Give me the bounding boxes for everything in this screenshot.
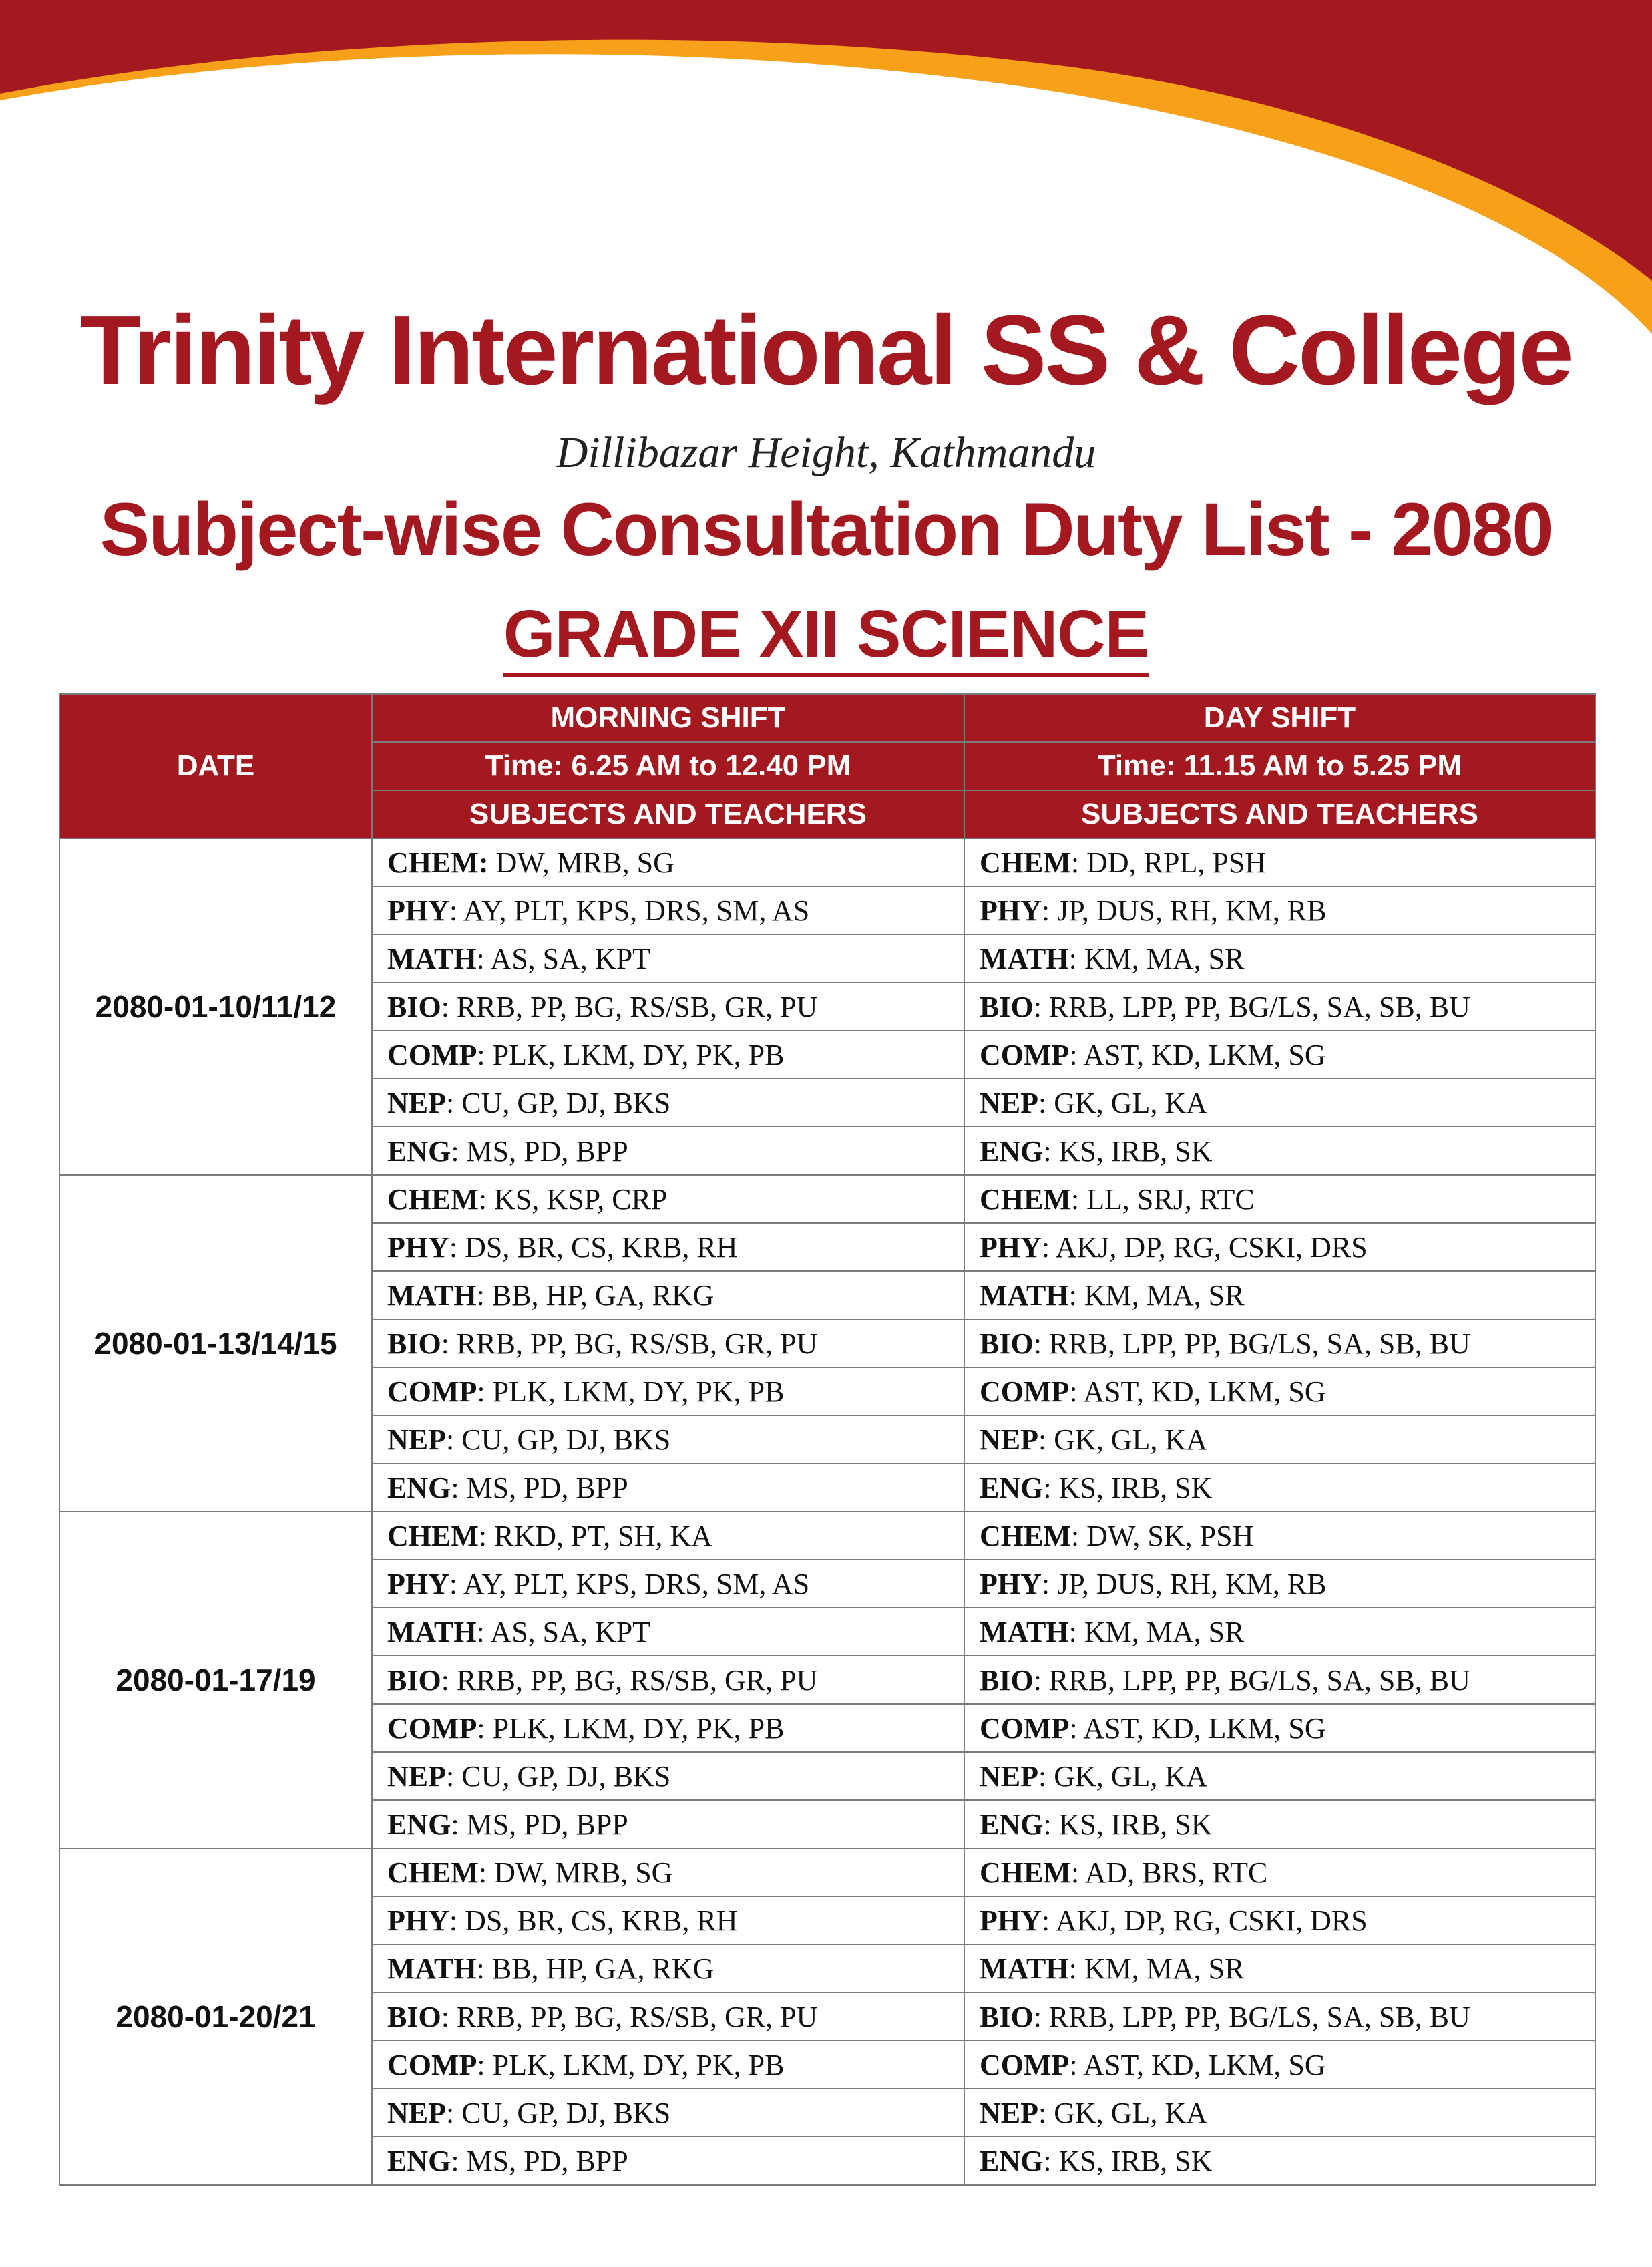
teacher-list: : AY, PLT, KPS, DRS, SM, AS xyxy=(449,1567,810,1600)
morning-subject-cell xyxy=(372,1175,964,1223)
morning-subject-cell xyxy=(372,1848,964,1896)
subject-code: BIO xyxy=(980,1663,1034,1697)
day-subject-cell xyxy=(964,2089,1595,2137)
subject-code: MATH xyxy=(980,1952,1069,1985)
morning-subject-cell xyxy=(372,2137,964,2185)
day-subject-cell xyxy=(964,1896,1595,1944)
morning-subject-cell xyxy=(372,1223,964,1271)
teacher-list: : RRB, PP, BG, RS/SB, GR, PU xyxy=(441,990,818,1023)
teacher-list: : AY, PLT, KPS, DRS, SM, AS xyxy=(449,894,810,927)
subject-code: COMP xyxy=(980,1038,1070,1071)
school-address: Dillibazar Height, Kathmandu xyxy=(556,428,1096,477)
day-subject-cell xyxy=(964,1271,1595,1319)
teacher-list: : GK, GL, KA xyxy=(1038,1759,1207,1793)
subject-code: BIO xyxy=(980,1327,1034,1360)
day-subject-cell xyxy=(964,1223,1595,1271)
day-subject-cell xyxy=(964,1656,1595,1704)
day-subject-cell xyxy=(964,886,1595,934)
day-subject-cell xyxy=(964,983,1595,1031)
morning-subject-cell xyxy=(372,2041,964,2089)
morning-subject-cell xyxy=(372,1271,964,1319)
teacher-list: : KM, MA, SR xyxy=(1068,942,1245,975)
teacher-list: : AS, SA, KPT xyxy=(476,942,651,975)
subject-code: PHY xyxy=(980,1904,1042,1937)
teacher-list: : CU, GP, DJ, BKS xyxy=(446,1423,671,1456)
subject-code: NEP xyxy=(980,1423,1038,1456)
subject-code: NEP xyxy=(387,2096,446,2129)
subject-code: ENG xyxy=(980,1471,1044,1504)
morning-subject-cell xyxy=(372,1367,964,1415)
teacher-list: : MS, PD, BPP xyxy=(451,1807,628,1841)
subject-code: NEP xyxy=(387,1086,446,1119)
morning-subject-cell xyxy=(372,1704,964,1752)
subject-code: BIO xyxy=(980,2000,1034,2033)
date-cell: 2080-01-20/21 xyxy=(59,1848,372,2185)
teacher-list: : AST, KD, LKM, SG xyxy=(1069,1375,1326,1408)
morning-subjects-header: SUBJECTS AND TEACHERS xyxy=(372,790,964,838)
subject-code: ENG xyxy=(387,2144,451,2177)
subject-code: MATH xyxy=(980,942,1069,975)
teacher-list: : KS, IRB, SK xyxy=(1043,1134,1213,1168)
morning-subject-cell xyxy=(372,886,964,934)
subject-code: MATH xyxy=(387,1278,477,1312)
day-subject-cell xyxy=(964,1752,1595,1800)
teacher-list: : KM, MA, SR xyxy=(1068,1278,1245,1312)
day-subject-cell xyxy=(964,1463,1595,1512)
teacher-list: : JP, DUS, RH, KM, RB xyxy=(1041,894,1327,927)
teacher-list: : RRB, PP, BG, RS/SB, GR, PU xyxy=(441,1327,818,1360)
subject-code: NEP xyxy=(387,1423,446,1456)
duty-table xyxy=(59,693,1596,2186)
teacher-list: : DD, RPL, PSH xyxy=(1070,846,1267,879)
teacher-list: : PLK, LKM, DY, PK, PB xyxy=(477,1375,785,1408)
grade-title xyxy=(0,596,1652,673)
teacher-list: : AS, SA, KPT xyxy=(476,1615,651,1648)
subject-code: MATH xyxy=(980,1615,1069,1648)
teacher-list: : PLK, LKM, DY, PK, PB xyxy=(477,2048,785,2081)
morning-subject-cell xyxy=(372,1319,964,1367)
subject-code: BIO xyxy=(387,990,441,1023)
morning-subject-cell xyxy=(372,1944,964,1992)
morning-subject-cell xyxy=(372,1079,964,1127)
day-subjects-header: SUBJECTS AND TEACHERS xyxy=(964,790,1595,838)
teacher-list: : RKD, PT, SH, KA xyxy=(478,1519,712,1552)
table-row xyxy=(59,1848,1595,1896)
subject-code: BIO xyxy=(980,990,1034,1023)
teacher-list: : DS, BR, CS, KRB, RH xyxy=(449,1230,738,1264)
morning-subject-cell xyxy=(372,1463,964,1512)
morning-subject-cell xyxy=(372,1512,964,1560)
date-cell: 2080-01-17/19 xyxy=(59,1512,372,1848)
subject-code: ENG xyxy=(980,1807,1044,1841)
subject-code: ENG xyxy=(387,1807,451,1841)
teacher-list: : MS, PD, BPP xyxy=(451,1134,628,1168)
subject-code: NEP xyxy=(387,1759,446,1793)
teacher-list: : LL, SRJ, RTC xyxy=(1070,1182,1255,1216)
teacher-list: : KM, MA, SR xyxy=(1068,1615,1245,1648)
morning-subject-cell xyxy=(372,1608,964,1656)
morning-subject-cell xyxy=(372,1656,964,1704)
teacher-list: : GK, GL, KA xyxy=(1038,1086,1207,1119)
subject-code: NEP xyxy=(980,2096,1038,2129)
subject-code: PHY xyxy=(387,1230,449,1264)
subject-code: COMP xyxy=(387,1711,477,1745)
morning-subject-cell xyxy=(372,1992,964,2041)
day-subject-cell xyxy=(964,2041,1595,2089)
teacher-list: : GK, GL, KA xyxy=(1038,2096,1207,2129)
teacher-list: : RRB, PP, BG, RS/SB, GR, PU xyxy=(441,1663,818,1697)
date-cell: 2080-01-10/11/12 xyxy=(59,838,372,1175)
subject-code: ENG xyxy=(980,1134,1044,1168)
subject-code: COMP xyxy=(387,1038,477,1071)
morning-subject-cell xyxy=(372,1752,964,1800)
day-subject-cell xyxy=(964,1367,1595,1415)
subject-code: COMP xyxy=(980,2048,1070,2081)
teacher-list: : RRB, LPP, PP, BG/LS, SA, SB, BU xyxy=(1033,1327,1470,1360)
teacher-list: : DW, MRB, SG xyxy=(478,1856,673,1889)
day-subject-cell xyxy=(964,838,1595,886)
teacher-list: : BB, HP, GA, RKG xyxy=(476,1952,714,1985)
table-row xyxy=(59,1512,1595,1560)
morning-subject-cell xyxy=(372,1896,964,1944)
list-title: Subject-wise Consultation Duty List - 2080 xyxy=(99,488,1553,571)
teacher-list: : KS, IRB, SK xyxy=(1043,2144,1213,2177)
subject-code: BIO xyxy=(387,1663,441,1697)
teacher-list: : KM, MA, SR xyxy=(1068,1952,1245,1985)
morning-subject-cell xyxy=(372,1415,964,1463)
teacher-list: : BB, HP, GA, RKG xyxy=(476,1278,714,1312)
teacher-list: : RRB, LPP, PP, BG/LS, SA, SB, BU xyxy=(1033,990,1470,1023)
teacher-list: : AD, BRS, RTC xyxy=(1070,1856,1268,1889)
subject-code: MATH xyxy=(387,1615,477,1648)
teacher-list: : GK, GL, KA xyxy=(1038,1423,1207,1456)
subject-code: COMP xyxy=(387,1375,477,1408)
day-subject-cell xyxy=(964,1800,1595,1848)
day-subject-cell xyxy=(964,1512,1595,1560)
subject-code: CHEM xyxy=(980,1182,1071,1216)
teacher-list: : KS, IRB, SK xyxy=(1043,1807,1213,1841)
day-subject-cell xyxy=(964,2137,1595,2185)
teacher-list: : JP, DUS, RH, KM, RB xyxy=(1041,1567,1327,1600)
subject-code: NEP xyxy=(980,1086,1038,1119)
day-subject-cell xyxy=(964,1944,1595,1992)
teacher-list: : MS, PD, BPP xyxy=(451,2144,628,2177)
teacher-list: : RRB, LPP, PP, BG/LS, SA, SB, BU xyxy=(1033,1663,1470,1697)
subject-code: NEP xyxy=(980,1759,1038,1793)
subject-code: PHY xyxy=(387,1567,449,1600)
duty-table-body xyxy=(59,838,1595,2185)
teacher-list: : CU, GP, DJ, BKS xyxy=(446,1759,671,1793)
day-shift-header: DAY SHIFT xyxy=(964,694,1595,742)
morning-subject-cell xyxy=(372,2089,964,2137)
teacher-list: : PLK, LKM, DY, PK, PB xyxy=(477,1038,785,1071)
date-cell: 2080-01-13/14/15 xyxy=(59,1175,372,1512)
day-subject-cell xyxy=(964,1848,1595,1896)
grade-title-text: GRADE XII SCIENCE xyxy=(503,596,1149,677)
subject-code: MATH xyxy=(387,1952,477,1985)
subject-code: CHEM xyxy=(387,1519,479,1552)
morning-subject-cell xyxy=(372,934,964,983)
subject-code: PHY xyxy=(980,894,1042,927)
day-shift-time: Time: 11.15 AM to 5.25 PM xyxy=(964,742,1595,790)
morning-subject-cell xyxy=(372,1560,964,1608)
day-subject-cell xyxy=(964,1415,1595,1463)
teacher-list: : CU, GP, DJ, BKS xyxy=(446,1086,671,1119)
table-row xyxy=(59,838,1595,886)
subject-code: CHEM xyxy=(980,1856,1071,1889)
subject-code: PHY xyxy=(980,1230,1042,1264)
banner-red-band xyxy=(0,0,1652,281)
day-subject-cell xyxy=(964,1079,1595,1127)
subject-code: ENG xyxy=(387,1471,451,1504)
teacher-list: DW, MRB, SG xyxy=(488,846,674,879)
teacher-list: : PLK, LKM, DY, PK, PB xyxy=(477,1711,785,1745)
day-subject-cell xyxy=(964,1031,1595,1079)
subject-code: CHEM xyxy=(387,1182,479,1216)
subject-code: MATH xyxy=(387,942,477,975)
subject-code: CHEM xyxy=(980,846,1071,879)
subject-code: COMP xyxy=(387,2048,477,2081)
teacher-list: : AKJ, DP, RG, CSKI, DRS xyxy=(1041,1904,1368,1937)
morning-subject-cell xyxy=(372,1800,964,1848)
teacher-list: : KS, IRB, SK xyxy=(1043,1471,1213,1504)
teacher-list: : AST, KD, LKM, SG xyxy=(1069,1711,1326,1745)
teacher-list: : AKJ, DP, RG, CSKI, DRS xyxy=(1041,1230,1368,1264)
teacher-list: : MS, PD, BPP xyxy=(451,1471,628,1504)
subject-code: BIO xyxy=(387,1327,441,1360)
teacher-list: : KS, KSP, CRP xyxy=(478,1182,668,1216)
day-subject-cell xyxy=(964,1127,1595,1175)
day-subject-cell xyxy=(964,1992,1595,2041)
date-column-header: DATE xyxy=(59,694,372,838)
table-row xyxy=(59,1175,1595,1223)
subject-code: CHEM: xyxy=(387,846,489,879)
morning-subject-cell xyxy=(372,1127,964,1175)
teacher-list: : AST, KD, LKM, SG xyxy=(1069,2048,1326,2081)
subject-code: CHEM xyxy=(387,1856,479,1889)
subject-code: COMP xyxy=(980,1375,1070,1408)
subject-code: ENG xyxy=(980,2144,1044,2177)
morning-subject-cell xyxy=(372,983,964,1031)
subject-code: CHEM xyxy=(980,1519,1071,1552)
day-subject-cell xyxy=(964,1704,1595,1752)
morning-shift-header: MORNING SHIFT xyxy=(372,694,964,742)
day-subject-cell xyxy=(964,1560,1595,1608)
teacher-list: : DW, SK, PSH xyxy=(1070,1519,1254,1552)
morning-shift-time: Time: 6.25 AM to 12.40 PM xyxy=(372,742,964,790)
teacher-list: : RRB, PP, BG, RS/SB, GR, PU xyxy=(441,2000,818,2033)
morning-subject-cell xyxy=(372,838,964,886)
day-subject-cell xyxy=(964,934,1595,983)
teacher-list: : DS, BR, CS, KRB, RH xyxy=(449,1904,738,1937)
subject-code: BIO xyxy=(387,2000,441,2033)
teacher-list: : CU, GP, DJ, BKS xyxy=(446,2096,671,2129)
morning-subject-cell xyxy=(372,1031,964,1079)
subject-code: PHY xyxy=(387,894,449,927)
subject-code: PHY xyxy=(980,1567,1042,1600)
subject-code: MATH xyxy=(980,1278,1069,1312)
subject-code: PHY xyxy=(387,1904,449,1937)
school-name: Trinity International SS & College xyxy=(80,295,1572,405)
day-subject-cell xyxy=(964,1319,1595,1367)
teacher-list: : AST, KD, LKM, SG xyxy=(1069,1038,1326,1071)
subject-code: COMP xyxy=(980,1711,1070,1745)
teacher-list: : RRB, LPP, PP, BG/LS, SA, SB, BU xyxy=(1033,2000,1470,2033)
day-subject-cell xyxy=(964,1175,1595,1223)
subject-code: ENG xyxy=(387,1134,451,1168)
day-subject-cell xyxy=(964,1608,1595,1656)
